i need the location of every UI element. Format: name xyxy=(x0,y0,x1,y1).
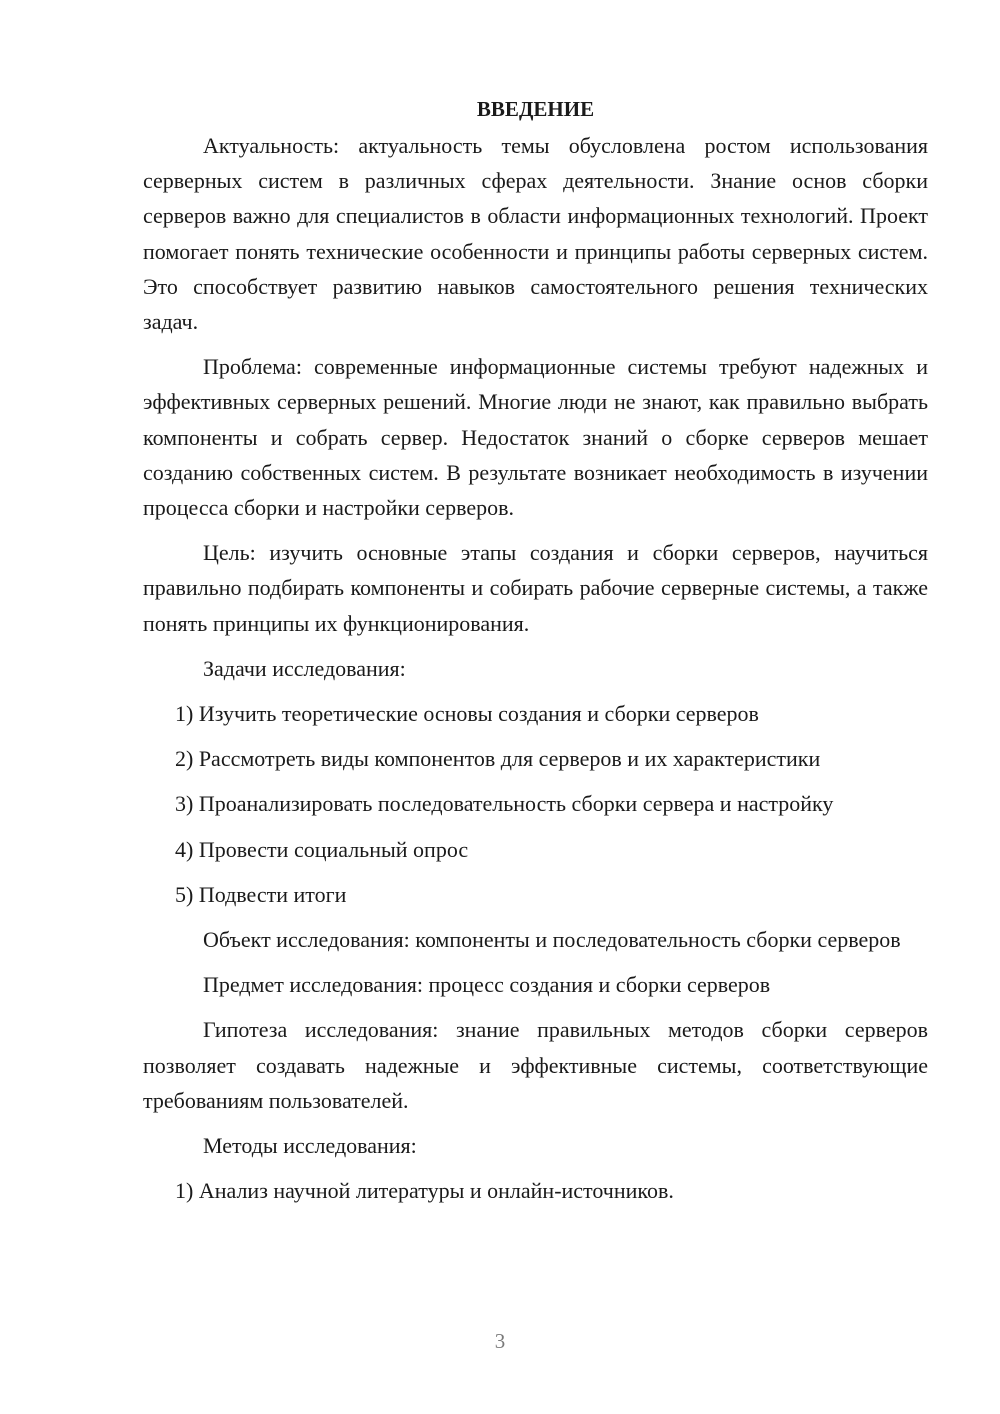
task-item: 5) Подвести итоги xyxy=(175,881,347,907)
task-item: 3) Проанализировать последовательность сборки сервера и настройку xyxy=(175,791,834,817)
task-item: 4) Провести социальный опрос xyxy=(175,836,469,862)
page-number: 3 xyxy=(494,1329,506,1353)
method-item: 1) Анализ научной литературы и онлайн-источников. xyxy=(175,1178,674,1204)
tasks-heading: Задачи исследования: xyxy=(203,655,406,681)
object-paragraph: Объект исследования: компоненты и последовательность сборки серверов xyxy=(203,927,901,953)
problem-paragraph: Проблема: современные информационные системы требуют надежных и эффективных серверных решений. Многие люди не знают, как правильно выбрать компоненты и собрать сервер. Недостаток знаний о сборке серверов мешает созданию собственных систем. В результате возникает необходимость в изучении процесса сборки и настройки серверов. xyxy=(143,354,928,521)
task-item: 1) Изучить теоретические основы создания и сборки серверов xyxy=(175,701,759,727)
goal-paragraph: Цель: изучить основные этапы создания и сборки серверов, научиться правильно подбирать компоненты и собирать рабочие серверные системы, а также понять принципы их функционирования. xyxy=(143,540,928,636)
page-title: ВВЕДЕНИЕ xyxy=(476,97,595,121)
relevance-paragraph: Актуальность: актуальность темы обусловлена ростом использования серверных систем в различных сферах деятельности. Знание основ сборки серверов важно для специалистов в области информационных технологий. Проект помогает понять технические особенности и принципы работы серверных систем. Это способствует развитию навыков самостоятельного решения технических задач. xyxy=(143,133,928,335)
hypothesis-paragraph: Гипотеза исследования: знание правильных методов сборки серверов позволяет создавать надежные и эффективные системы, соответствующие требованиям пользователей. xyxy=(143,1017,928,1113)
document-page xyxy=(143,92,928,1218)
task-item: 2) Рассмотреть виды компонентов для серверов и их характеристики xyxy=(175,746,821,772)
subject-line: Предмет исследования: процесс создания и сборки серверов xyxy=(203,972,771,998)
methods-heading: Методы исследования: xyxy=(203,1133,417,1159)
